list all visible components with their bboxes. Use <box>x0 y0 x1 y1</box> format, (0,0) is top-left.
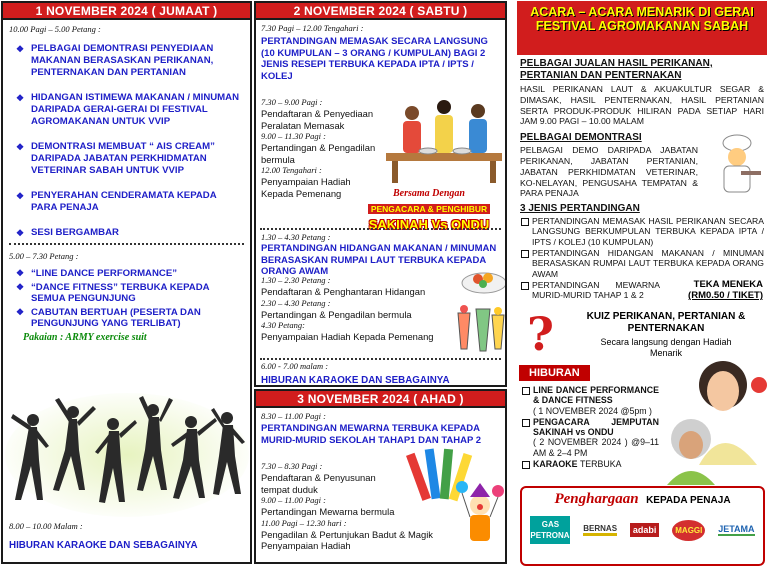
day3-header: 3 NOVEMBER 2024 ( AHAD ) <box>256 391 505 408</box>
quiz-subtitle: Secara langsung dengan Hadiah Menarik <box>600 337 732 358</box>
schedule-time: 12.00 Tengahari : <box>261 165 322 175</box>
entertainment-title: LINE DANCE PERFORMANCE & DANCE FITNESS <box>533 385 659 406</box>
list-item: ❖ SESI BERGAMBAR <box>31 227 244 239</box>
sales-text: HASIL PERIKANAN LAUT & AKUAKULTUR SEGAR & DIMASAK, HASIL PENTERNAKAN, HASIL PERTANIAN SERTA PRODUK-PRODUK HILIRAN PADA SETIAP HARI JAM 9.00 PAGI – 10.00 MALAM <box>520 84 764 127</box>
day2-time-evening: 6.00 - 7.00 malam : <box>261 361 329 371</box>
demo-heading: PELBAGAI DEMONTRASI <box>520 132 642 144</box>
competitions-heading: 3 JENIS PERTANDINGAN <box>520 203 640 215</box>
list-item: ❖ PELBAGAI DEMONTRASI PENYEDIAAN MAKANAN BERASASKAN PERIKANAN, PENTERNAKAN DAN PERTANIAN <box>31 43 244 79</box>
entertainment-title: KARAOKE <box>533 459 578 470</box>
day2-time-afternoon: 1.30 – 4.30 Petang : <box>261 232 331 242</box>
schedule-text: Pendaftaran & Penyusunan tempat duduk <box>261 472 376 495</box>
appreciation-title: Penghargaan <box>554 491 639 507</box>
schedule-time: 7.30 – 9.00 Pagi : <box>261 97 323 107</box>
divider <box>260 358 501 360</box>
attire-note: Pakaian : ARMY exercise suit <box>23 331 147 343</box>
list-item: ❖ “DANCE FITNESS” TERBUKA KEPADA SEMUA PENGUNJUNG <box>31 282 244 305</box>
schedule-text: Pertandingan & Pengadilan bermula <box>261 308 412 320</box>
bersama-dengan: Bersama Dengan <box>393 188 465 199</box>
list-item: ❖ CABUTAN BERTUAH (PESERTA DAN PENGUNJUNG YANG TERLIBAT) <box>31 307 244 330</box>
ticket-price: (RM0.50 / TIKET) <box>688 290 763 301</box>
highlights-title: ACARA – ACARA MENARIK DI GERAI FESTIVAL AGROMAKANAN SABAH <box>517 1 767 55</box>
entertainment-badge: HIBURAN <box>519 365 590 381</box>
day3-panel <box>254 389 507 564</box>
teka-meneka: TEKA MENEKA <box>693 279 763 290</box>
list-item: ❖ PENYERAHAN CENDERAMATA KEPADA PARA PENAJA <box>31 190 244 214</box>
logo-maggi: MAGGI <box>672 520 705 541</box>
chef-illustration <box>707 133 765 195</box>
sponsor-label: KEPADA PENAJA <box>646 495 731 506</box>
day1-evening-list <box>9 268 244 330</box>
list-item: ❖ DEMONTRASI MEMBUAT “ AIS CREAM” DARIPADA JABATAN PERKHIDMATAN VETERINAR SABAH UNTUK VVIP <box>31 141 244 177</box>
day1-time-night: 8.00 – 10.00 Malam : <box>9 521 83 531</box>
question-mark-icon: ? <box>527 307 554 361</box>
seaweed-competition-title: PERTANDINGAN HIDANGAN MAKANAN / MINUMAN BERASASKAN RUMPAI LAUT TERBUKA KEPADA ORANG AWAM <box>261 243 497 277</box>
schedule-text: Penyampaian Hadiah Kepada Pemenang <box>261 176 351 199</box>
clown-crayons-illustration <box>406 443 506 553</box>
list-item <box>533 385 659 416</box>
hosts-illustration <box>659 345 767 485</box>
schedule-text: Pendaftaran & Penghantaran Hidangan <box>261 286 426 297</box>
schedule-text: Pertandingan Mewarna bermula <box>261 506 395 517</box>
food-drinks-illustration <box>448 251 507 361</box>
list-item: ❖ HIDANGAN ISTIMEWA MAKANAN / MINUMAN DARIPADA GERAI-GERAI DI FESTIVAL AGROMAKANAN UNTUK VVIP <box>31 92 244 128</box>
cooking-competition-title: PERTANDINGAN MEMASAK SECARA LANGSUNG (10 KUMPULAN – 3 ORANG / KUMPULAN) BAGI 2 JENIS RESEPI TERBUKA KEPADA IPTA / IPTS / KOLEJ <box>261 36 488 82</box>
divider <box>9 243 244 245</box>
schedule-time: 9.00 – 11.00 Pagi : <box>261 495 327 505</box>
list-item: PERTANDINGAN HIDANGAN MAKANAN / MINUMAN BERASASKAN RUMPAI LAUT TERBUKA KEPADA ORANG AWAM <box>532 248 764 279</box>
demo-text: PELBAGAI DEMO DARIPADA JABATAN PERIKANAN, JABATAN PERTANIAN, JABATAN PERKHIDMATAN VETERINAR, KO-NELAYAN, PENGUSAHA TEMPATAN & PARA PENAJA <box>520 145 698 199</box>
schedule-time: 7.30 – 8.30 Pagi : <box>261 461 323 471</box>
highlights-panel <box>517 1 767 566</box>
entertainment-list <box>521 385 659 470</box>
host-label: PENGACARA & PENGHIBUR <box>368 204 490 214</box>
day2-time-morning: 7.30 Pagi – 12.00 Tengahari : <box>261 23 364 33</box>
logo-bernas: BERNAS <box>583 524 617 536</box>
logo-jetama: JETAMA <box>718 524 755 534</box>
day2-header: 2 NOVEMBER 2024 ( SABTU ) <box>256 3 505 20</box>
schedule-text: Penyampaian Hadiah Kepada Pemenang <box>261 331 434 342</box>
day3-time-morning: 8.30 – 11.00 Pagi : <box>261 411 327 421</box>
logo-petronas: GAS PETRONAS <box>530 516 570 544</box>
schedule-text: Pertandingan & Pengadilan bermula <box>261 142 376 165</box>
quiz-title: KUIZ PERIKANAN, PERTANIAN & PENTERNAKAN <box>586 311 746 334</box>
list-item: PERTANDINGAN MEWARNA MURID-MURID TAHAP 1 & 2 <box>532 279 660 301</box>
day1-panel <box>1 1 252 564</box>
list-item: PERTANDINGAN MEMASAK HASIL PERIKANAN SECARA LANGSUNG BERKUMPULAN TERBUKA KEPADA IPTA / IPTS / KOLEJ (10 KUMPULAN) <box>532 216 764 247</box>
entertainment-date: ( 2 NOVEMBER 2024 ) @9–11 AM & 2–4 PM <box>533 437 659 458</box>
day2-karaoke: HIBURAN KARAOKE DAN SEBAGAINYA <box>261 375 450 386</box>
day1-header: 1 NOVEMBER 2024 ( JUMAAT ) <box>3 3 250 20</box>
list-item <box>533 459 659 469</box>
schedule-time: 9.00 – 11.30 Pagi : <box>261 131 327 141</box>
day2-panel <box>254 1 507 387</box>
coloring-competition-title: PERTANDINGAN MEWARNA TERBUKA KEPADA MURID-MURID SEKOLAH TAHAP1 DAN TAHAP 2 <box>261 423 482 446</box>
sales-heading: PELBAGAI JUALAN HASIL PERIKANAN, PERTANIAN DAN PENTERNAKAN <box>520 58 713 81</box>
schedule-time: 4.30 Petang: <box>261 320 305 330</box>
schedule-time: 11.00 Pagi – 12.30 hari : <box>261 517 347 528</box>
day1-time-morning: 10.00 Pagi – 5.00 Petang : <box>9 24 101 34</box>
day1-activity-list <box>9 43 244 239</box>
list-item: ❖ “LINE DANCE PERFORMANCE” <box>31 268 244 280</box>
dancers-illustration <box>3 390 250 520</box>
schedule-time: 2.30 – 4.30 Petang : <box>261 297 331 308</box>
sponsor-logos <box>522 516 763 544</box>
logo-adabi: adabi <box>630 523 660 537</box>
cooks-illustration <box>382 95 506 185</box>
day1-time-evening: 5.00 – 7.30 Petang : <box>9 251 79 261</box>
day1-karaoke: HIBURAN KARAOKE DAN SEBAGAINYA <box>9 540 198 551</box>
divider <box>260 228 501 230</box>
entertainment-note: TERBUKA <box>579 459 622 470</box>
entertainment-title: PENGACARA JEMPUTAN SAKINAH vs ONDU <box>533 416 659 438</box>
entertainment-date: ( 1 NOVEMBER 2024 @5pm ) <box>533 405 652 416</box>
list-item <box>533 417 659 458</box>
schedule-time: 1.30 – 2.30 Petang : <box>261 275 331 285</box>
host-names: SAKINAH Vs ONDU <box>368 217 490 232</box>
schedule-text: Pendaftaran & Penyediaan Peralatan Memasak <box>261 108 374 131</box>
schedule-text: Pengadilan & Pertunjukan Badut & Magik Penyampaian Hadiah <box>261 528 433 551</box>
